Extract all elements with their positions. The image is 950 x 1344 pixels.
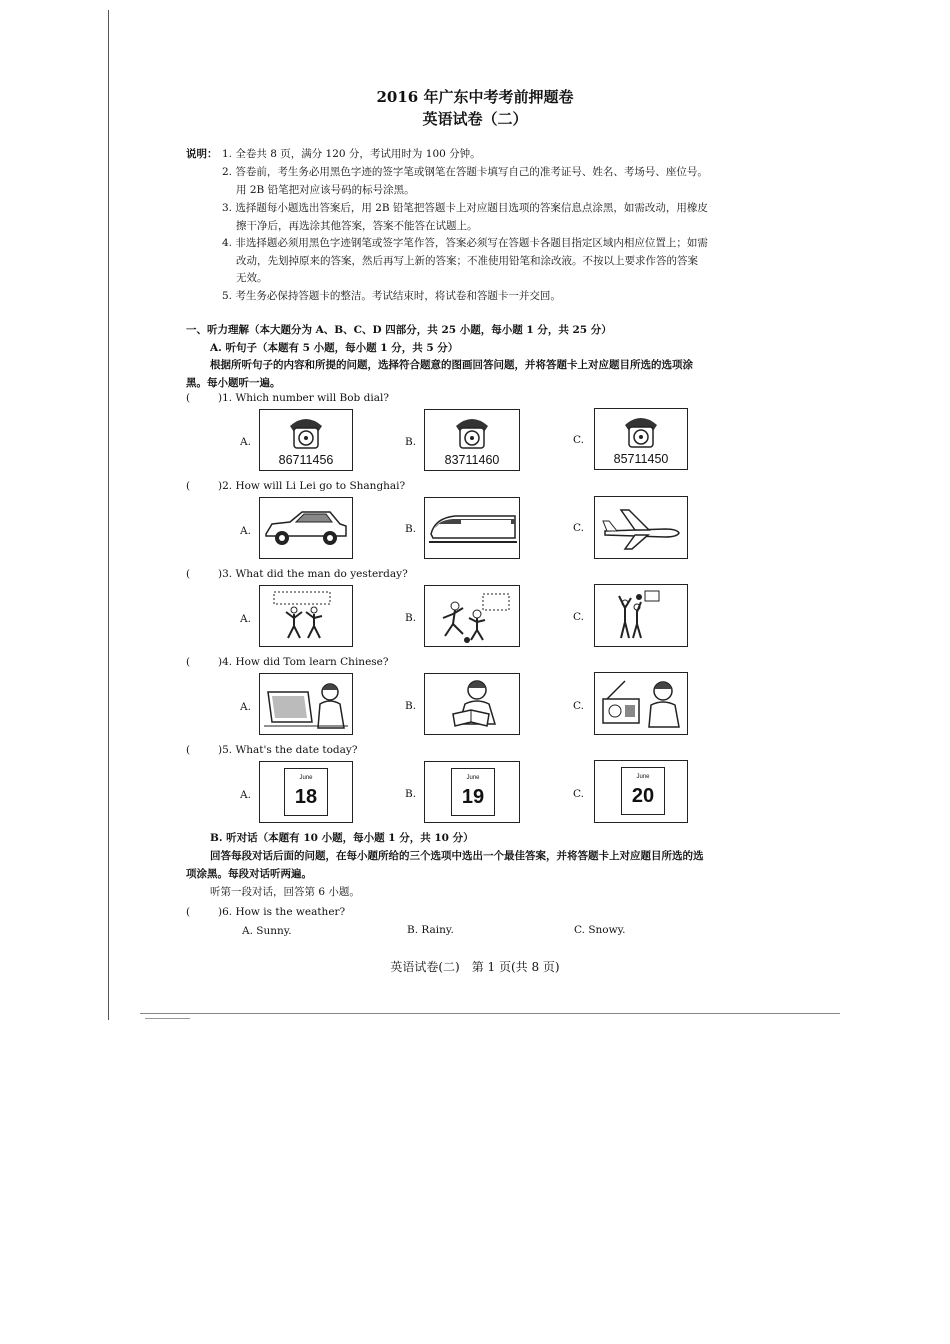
answer-paren[interactable]: (	[186, 568, 191, 580]
answer-paren[interactable]: (	[186, 744, 191, 756]
calendar-icon	[451, 768, 495, 816]
option-letter: C.	[573, 522, 584, 534]
telephone-icon	[260, 410, 352, 454]
part-a-desc: 黑。每小题听一遍。	[186, 377, 281, 389]
calendar-icon	[284, 768, 328, 816]
question-3: )3. What did the man do yesterday?	[218, 568, 408, 580]
answer-paren[interactable]: (	[186, 906, 191, 918]
phone-number: 86711456	[278, 453, 334, 467]
option-picture[interactable]	[594, 672, 688, 735]
option-picture[interactable]	[594, 408, 688, 470]
q6-option-a[interactable]: A. Sunny.	[242, 925, 292, 937]
option-picture[interactable]	[594, 584, 688, 647]
calendar-date: 18	[294, 786, 318, 808]
instruction-line: 5. 考生务必保持答题卡的整洁。考试结束时，将试卷和答题卡一并交回。	[222, 290, 561, 302]
reading-book-icon	[425, 674, 519, 734]
option-picture[interactable]	[424, 761, 520, 823]
computer-icon	[260, 674, 352, 734]
instruction-line: 3. 选择题每小题选出答案后，用 2B 铅笔把答题卡上对应题目选项的答案信息点涂黑，如需改动，用橡皮	[222, 202, 708, 214]
option-letter: B.	[405, 612, 417, 624]
calendar-month: June	[299, 775, 313, 781]
part-b-desc: 回答每段对话后面的问题，在每小题所给的三个选项中选出一个最佳答案，并将答题卡上对应题目所选的选	[210, 850, 704, 862]
option-letter: A.	[240, 525, 251, 537]
scan-bottom-edge-2	[145, 1018, 190, 1019]
option-picture[interactable]	[424, 673, 520, 735]
option-picture[interactable]	[259, 409, 353, 471]
question-4: )4. How did Tom learn Chinese?	[218, 656, 389, 668]
instructions-label: 说明：	[186, 148, 218, 160]
option-letter: B.	[405, 788, 417, 800]
option-letter: C.	[573, 788, 584, 800]
telephone-icon	[425, 410, 519, 454]
phone-number: 85711450	[613, 452, 669, 466]
option-picture[interactable]	[424, 497, 520, 559]
option-letter: C.	[573, 700, 584, 712]
instruction-line: 改动，先划掉原来的答案，然后再写上新的答案；不准使用铅笔和涂改液。不按以上要求作答的答案	[236, 255, 698, 267]
option-letter: C.	[573, 434, 584, 446]
train-icon	[425, 498, 519, 558]
option-picture[interactable]	[259, 585, 353, 647]
q6-option-b[interactable]: B. Rainy.	[407, 924, 454, 936]
section-heading: 一、听力理解（本大题分为 A、B、C、D 四部分，共 25 小题，每小题 1 分，共 25 分）	[186, 324, 612, 336]
basketball-icon	[595, 585, 687, 646]
radio-icon	[595, 673, 687, 734]
option-letter: A.	[240, 436, 251, 448]
part-b-desc: 项涂黑。每段对话听两遍。	[186, 868, 312, 880]
instruction-line: 擦干净后，再选涂其他答案，答案不能答在试题上。	[236, 220, 478, 232]
option-picture[interactable]	[259, 761, 353, 823]
calendar-month: June	[636, 774, 650, 780]
dialogue-intro: 听第一段对话，回答第 6 小题。	[210, 886, 360, 898]
car-icon	[260, 498, 352, 558]
option-letter: A.	[240, 613, 251, 625]
q6-option-c[interactable]: C. Snowy.	[574, 924, 626, 936]
option-picture[interactable]	[594, 760, 688, 823]
instruction-line: 1. 全卷共 8 页，满分 120 分，考试用时为 100 分钟。	[222, 148, 481, 160]
part-a-heading: A. 听句子（本题有 5 小题，每小题 1 分，共 5 分）	[210, 342, 459, 354]
instruction-line: 2. 答卷前，考生务必用黑色字迹的签字笔或钢笔在答题卡填写自己的准考证号、姓名、考场号、座位号。	[222, 166, 708, 178]
answer-paren[interactable]: (	[186, 392, 191, 404]
option-picture[interactable]	[259, 497, 353, 559]
option-picture[interactable]	[594, 496, 688, 559]
question-6: )6. How is the weather?	[218, 906, 346, 918]
volleyball-icon	[260, 586, 352, 646]
question-5: )5. What's the date today?	[218, 744, 358, 756]
airplane-icon	[595, 497, 687, 558]
telephone-icon	[595, 409, 687, 453]
instruction-line: 4. 非选择题必须用黑色字迹钢笔或签字笔作答，答案必须写在答题卡各题目指定区域内相应位置上；如需	[222, 237, 708, 249]
option-picture[interactable]	[424, 585, 520, 647]
scan-left-edge	[108, 10, 109, 1020]
soccer-icon	[425, 586, 519, 646]
calendar-date: 19	[461, 786, 485, 808]
page-title: 2016 年广东中考考前押题卷	[376, 88, 574, 106]
scan-bottom-edge	[140, 1013, 840, 1014]
calendar-icon	[621, 767, 665, 815]
option-picture[interactable]	[424, 409, 520, 471]
answer-paren[interactable]: (	[186, 480, 191, 492]
question-2: )2. How will Li Lei go to Shanghai?	[218, 480, 406, 492]
page-subtitle: 英语试卷（二）	[422, 110, 528, 128]
option-letter: A.	[240, 789, 251, 801]
option-letter: C.	[573, 611, 584, 623]
part-b-heading: B. 听对话（本题有 10 小题，每小题 1 分，共 10 分）	[210, 832, 474, 844]
part-a-desc: 根据所听句子的内容和所提的问题，选择符合题意的图画回答问题，并将答题卡上对应题目所选的选项涂	[210, 359, 693, 371]
calendar-month: June	[466, 775, 480, 781]
instruction-line: 无效。	[236, 272, 268, 284]
question-1: )1. Which number will Bob dial?	[218, 392, 389, 404]
option-letter: A.	[240, 701, 251, 713]
option-letter: B.	[405, 523, 417, 535]
calendar-date: 20	[631, 785, 655, 807]
option-picture[interactable]	[259, 673, 353, 735]
page-footer: 英语试卷(二) 第 1 页(共 8 页)	[390, 960, 560, 974]
option-letter: B.	[405, 700, 417, 712]
instruction-line: 用 2B 铅笔把对应该号码的标号涂黑。	[236, 184, 415, 196]
answer-paren[interactable]: (	[186, 656, 191, 668]
option-letter: B.	[405, 436, 417, 448]
phone-number: 83711460	[444, 453, 500, 467]
